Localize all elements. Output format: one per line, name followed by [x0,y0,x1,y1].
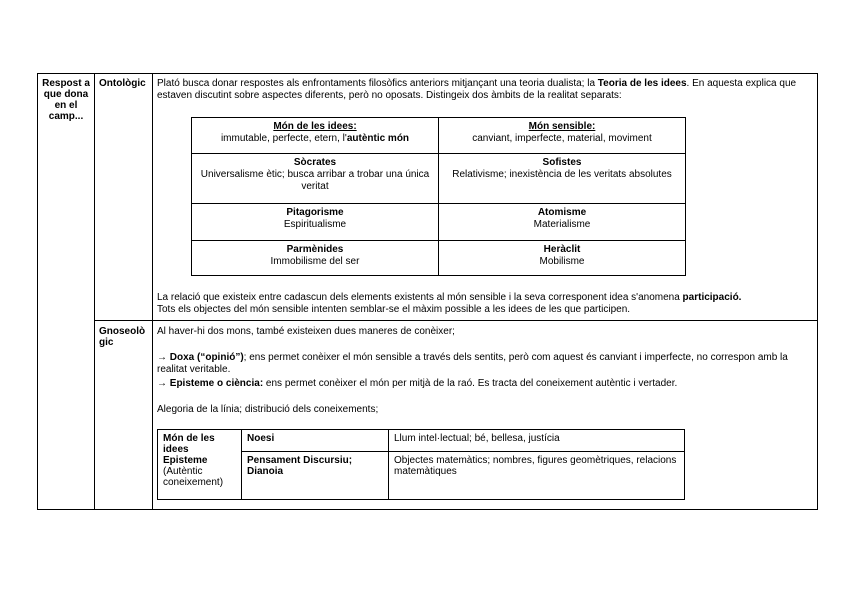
gnoseologic-label: Gnoseològic [99,326,146,348]
doxa-bold: → Doxa (“opinió”) [157,352,244,363]
ontologic-outro [157,292,812,316]
episteme-text: ens permet conèixer el món per mitjà de la raó. Es tracta del coneixement autèntic i vertader. [263,378,678,389]
table-cell [439,204,686,241]
row-divider [94,320,818,321]
ideas-subheader [196,133,434,145]
column-1-label: Respost a que dona en el camp... [42,78,90,122]
participation-line [157,292,812,304]
alegoria-text: Alegoria de la línia; distribució dels coneixements; [157,404,379,415]
table-row [192,241,686,276]
doxa-text: ; ens permet conèixer el món sensible a través dels sentits, però com aquest és canviant i imperfecte, no correspon amb la realitat veritable. [157,352,788,375]
cell-title: Atomisme [537,207,587,218]
cell-title: Sòcrates [293,157,337,168]
cell-title: Parmènides [286,244,344,255]
cell-text: Mobilisme [539,256,585,267]
table-cell [439,241,686,276]
episteme-label: Episteme [163,455,208,466]
table-cell [192,204,439,241]
cell-text: Universalisme ètic; busca arribar a trobar una única veritat [200,169,430,192]
gnoseologic-intro: Al haver-hi dos mons, també existeixen dues maneres de conèixer; [157,326,455,337]
participation-line-2: Tots els objectes del món sensible intenten semblar-se el màxim possible a les idees de les que participen. [157,304,631,315]
episteme-bold: → Episteme o ciència: [157,378,264,389]
table-cell: Objectes matemàtics; nombres, figures geomètriques, relacions matemàtiques [389,452,685,500]
table-cell [192,154,439,204]
knowledge-line-table [157,429,685,500]
table-cell: Pensament Discursiu; Dianoia [242,452,389,500]
cell-title: Sofistes [542,157,582,168]
ideas-sub-bold: autèntic món [346,133,410,144]
sensible-header: Món sensible: [528,121,596,132]
table-cell: Noesi [242,430,389,452]
doxa-paragraph [157,352,797,376]
ontologic-label: Ontològic [99,78,146,89]
table-cell [439,154,686,204]
ontologic-intro-text-1: Plató busca donar respostes als enfrontaments filosòfics anteriors mitjançant una teoria dualista; la [157,78,598,89]
ontologic-intro-bold: Teoria de les idees [597,78,687,89]
cell-text: Immobilisme del ser [270,256,360,267]
episteme-paragraph [157,378,812,390]
column-divider-2 [152,73,153,510]
cell-text: Espiritualisme [283,219,347,230]
ideas-label: Món de les idees [163,433,215,455]
cell-text: Materialisme [533,219,591,230]
cell-title: Heràclit [543,244,581,255]
sensible-subheader: canviant, imperfecte, material, moviment [472,133,652,144]
table-row [192,154,686,204]
worlds-header-ideas [192,118,439,154]
table-row [158,430,685,452]
worlds-header-sensible [439,118,686,154]
ontologic-intro-text-2: . En aquesta explica que estaven discutint sobre aspectes diferents, però no oposats. Distingeix dos àmbits de la realitat separats: [157,78,797,101]
ideas-sub-text: immutable, perfecte, etern, l' [220,133,347,144]
table-row [192,118,686,154]
participation-text: La relació que existeix entre cadascun dels elements existents al món sensible i la seva corresponent idea s'anomena [157,292,683,303]
cell-title: Pitagorisme [286,207,344,218]
table-cell: Llum intel·lectual; bé, bellesa, justícia [389,430,685,452]
authentic-knowledge-label: (Autèntic coneixement) [163,466,224,488]
cell-text: Relativisme; inexistència de les veritats absolutes [452,169,672,180]
ideas-episteme-cell [158,430,242,500]
table-row [192,204,686,241]
ideas-header: Món de les idees: [273,121,357,132]
participation-bold: participació. [682,292,742,303]
two-worlds-table [191,117,686,276]
ontologic-intro [157,78,812,102]
column-divider-1 [94,73,95,510]
table-cell [192,241,439,276]
